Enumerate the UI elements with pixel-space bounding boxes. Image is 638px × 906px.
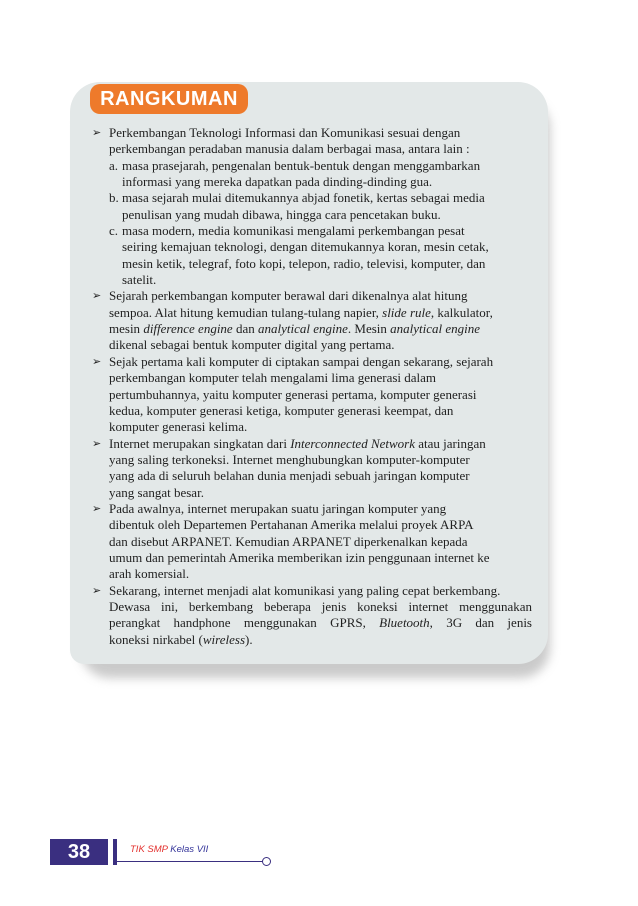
- summary-item-arpanet: [92, 501, 532, 583]
- list-letter: a.: [109, 157, 119, 173]
- summary-item-ict-development: [92, 125, 532, 158]
- text-line: informasi yang mereka dapatkan pada dinding-dinding gua.: [122, 174, 433, 190]
- footer-rule-end-icon: [262, 857, 271, 866]
- bullet-arrow-icon: ➢: [92, 126, 102, 139]
- bullet-arrow-icon: ➢: [92, 289, 102, 303]
- footer-title-red: TIK SMP: [130, 844, 168, 855]
- text-line: sempoa. Alat hitung kemudian tulang-tulang napier, slide rule, kalkulator,: [109, 304, 493, 320]
- text-line: komputer generasi kelima.: [109, 419, 248, 435]
- text-line: penulisan yang mudah dibawa, hingga cara pencetakan buku.: [122, 206, 441, 222]
- text-line: mesin ketik, telegraf, foto kopi, telepon, radio, televisi, komputer, dan: [122, 255, 486, 271]
- text-line: dan disebut ARPANET. Kemudian ARPANET diperkenalkan kepada: [109, 533, 468, 549]
- bullet-arrow-icon: ➢: [92, 583, 102, 597]
- footer-book-title: [130, 844, 208, 855]
- text-line: Pada awalnya, internet merupakan suatu jaringan komputer yang: [109, 500, 447, 516]
- text-line: pertumbuhannya, yaitu komputer generasi pertama, komputer generasi: [109, 386, 477, 402]
- summary-subitem-a: [92, 158, 532, 191]
- summary-item-internet-definition: [92, 436, 532, 501]
- text-line: dikenal sebagai bentuk komputer digital yang pertama.: [109, 337, 395, 353]
- text-line: yang sangat besar.: [109, 484, 204, 500]
- text-line: Sejarah perkembangan komputer berawal dari dikenalnya alat hitung: [109, 288, 468, 304]
- text-line: yang saling terkoneksi. Internet menghubungkan komputer-komputer: [109, 451, 470, 467]
- italic-term: wireless: [202, 631, 246, 647]
- text-line: kedua, komputer generasi ketiga, komputer generasi keempat, dan: [109, 402, 454, 418]
- text-line: perangkat handphone menggunakan GPRS, Bluetooth, 3G dan jenis: [109, 615, 532, 631]
- bullet-arrow-icon: ➢: [92, 354, 102, 368]
- text-line: arah komersial.: [109, 566, 190, 582]
- text-line: masa modern, media komunikasi mengalami perkembangan pesat: [122, 223, 465, 239]
- text-line: yang ada di seluruh belahan dunia menjadi sebuah jaringan komputer: [109, 468, 470, 484]
- text-line: mesin difference engine dan analytical engine. Mesin analytical engine: [109, 321, 481, 337]
- footer-title-rest: Kelas VII: [167, 844, 209, 855]
- text-line: dibentuk oleh Departemen Pertahanan Amerika melalui proyek ARPA: [109, 517, 474, 533]
- text-line: umum dan pemerintah Amerika memberikan izin penggunaan internet ke: [109, 549, 490, 565]
- italic-term: analytical engine: [390, 321, 481, 337]
- summary-item-internet-today: [92, 583, 532, 648]
- summary-subitem-b: [92, 190, 532, 223]
- bullet-arrow-icon: ➢: [92, 436, 102, 450]
- italic-term: slide rule: [382, 304, 431, 320]
- footer-rule: [113, 861, 263, 862]
- text-line: Sekarang, internet menjadi alat komunikasi yang paling cepat berkembang.: [109, 582, 501, 598]
- italic-term: Interconnected Network: [290, 435, 416, 451]
- summary-item-computer-generations: [92, 354, 532, 436]
- text-line: satelit.: [122, 272, 157, 288]
- list-letter: b.: [109, 190, 119, 206]
- text-line: masa prasejarah, pengenalan bentuk-bentuk dengan menggambarkan: [122, 157, 481, 173]
- text-line: masa sejarah mulai ditemukannya abjad fonetik, kertas sebagai media: [122, 190, 485, 206]
- page-number: 38: [67, 841, 91, 863]
- italic-term: Bluetooth: [379, 615, 430, 631]
- bullet-arrow-icon: ➢: [92, 501, 102, 515]
- summary-heading: RANGKUMAN: [90, 84, 248, 114]
- text-line: seiring kemajuan teknologi, dengan ditemukannya koran, mesin cetak,: [122, 239, 489, 255]
- text-line: Dewasa ini, berkembang beberapa jenis koneksi internet menggunakan: [109, 598, 532, 614]
- list-letter: c.: [109, 223, 119, 239]
- italic-term: difference engine: [143, 321, 233, 337]
- text-line: koneksi nirkabel (wireless).: [109, 631, 253, 647]
- text-line: perkembangan peradaban manusia dalam berbagai masa, antara lain :: [109, 141, 470, 157]
- text-line: Sejak pertama kali komputer di ciptakan sampai dengan sekarang, sejarah: [109, 353, 494, 369]
- summary-content: [92, 125, 532, 648]
- text-line: Perkembangan Teknologi Informasi dan Komunikasi sesuai dengan: [109, 125, 461, 140]
- summary-subitem-c: [92, 223, 532, 288]
- text-line: Internet merupakan singkatan dari Interconnected Network atau jaringan: [109, 435, 486, 451]
- summary-item-computer-history: [92, 288, 532, 353]
- text-line: perkembangan komputer telah mengalami lima generasi dalam: [109, 370, 437, 386]
- italic-term: analytical engine: [258, 321, 348, 337]
